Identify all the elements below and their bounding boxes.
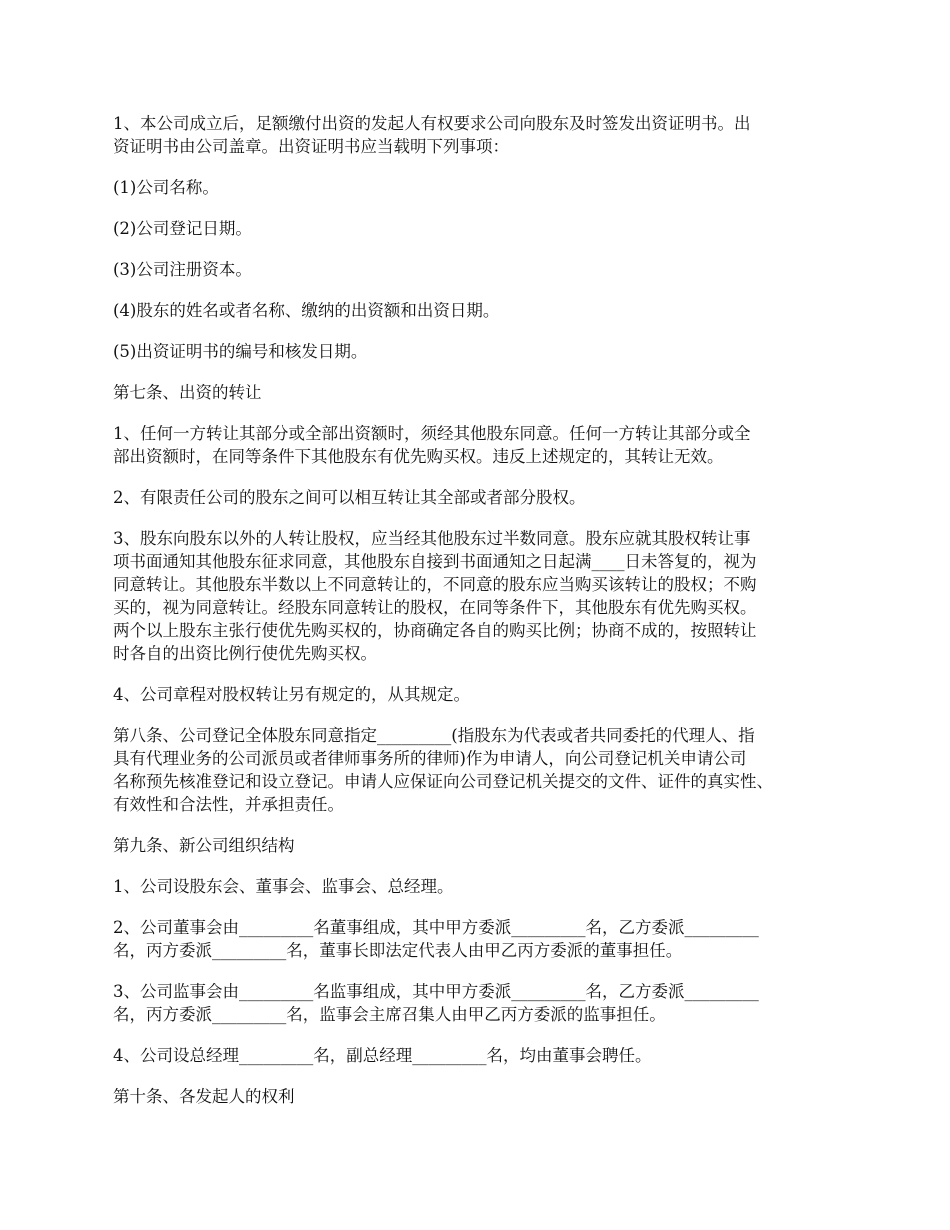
paragraph: [113, 980, 853, 1026]
text-line: 项书面通知其他股东征求同意，其他股东自接到书面通知之日起满____日未答复的，视为: [113, 552, 757, 571]
paragraph: [113, 1085, 853, 1108]
paragraph: [113, 527, 853, 665]
text-line: (1)公司名称。: [113, 178, 219, 197]
paragraph: [113, 834, 853, 857]
text-line: 名称预先核准登记和设立登记。申请人应保证向公司登记机关提交的文件、证件的真实性、: [113, 772, 773, 791]
text-line: 资证明书由公司盖章。出资证明书应当载明下列事项：: [113, 137, 509, 156]
text-line: 买的，视为同意转让。经股东同意转让的股权，在同等条件下，其他股东有优先购买权。: [113, 598, 757, 617]
text-line: 第十条、各发起人的权利: [113, 1087, 295, 1106]
text-line: 部出资额时，在同等条件下其他股东有优先购买权。违反上述规定的，其转让无效。: [113, 447, 724, 466]
paragraph: [113, 1044, 853, 1067]
text-line: (5)出资证明书的编号和核发日期。: [113, 342, 368, 361]
text-line: 1、本公司成立后，足额缴付出资的发起人有权要求公司向股东及时签发出资证明书。出: [113, 114, 751, 133]
paragraph: [113, 340, 853, 363]
paragraph: [113, 683, 853, 706]
paragraph: [113, 176, 853, 199]
paragraph: [113, 299, 853, 322]
paragraph: [113, 486, 853, 509]
text-line: 第八条、公司登记全体股东同意指定_________(指股东为代表或者共同委托的代理人、指: [113, 726, 755, 745]
text-line: 两个以上股东主张行使优先购买权的，协商确定各自的购买比例；协商不成的，按照转让: [113, 621, 757, 640]
text-line: 具有代理业务的公司派员或者律师事务所的律师)作为申请人，向公司登记机关申请公司: [113, 749, 747, 768]
paragraph: [113, 381, 853, 404]
text-line: 3、公司监事会由_________名监事组成，其中甲方委派_________名，乙方委派_________: [113, 982, 759, 1001]
text-line: 4、公司章程对股权转让另有规定的，从其规定。: [113, 685, 470, 704]
paragraph: [113, 724, 853, 816]
text-line: 1、公司设股东会、董事会、监事会、总经理。: [113, 877, 454, 896]
paragraph: [113, 422, 853, 468]
text-line: (4)股东的姓名或者名称、缴纳的出资额和出资日期。: [113, 301, 500, 320]
text-line: (2)公司登记日期。: [113, 219, 252, 238]
text-line: 名，丙方委派_________名，监事会主席召集人由甲乙丙方委派的监事担任。: [113, 1005, 666, 1024]
paragraph: [113, 875, 853, 898]
text-line: 第七条、出资的转让: [113, 383, 262, 402]
text-line: 名，丙方委派_________名，董事长即法定代表人由甲乙丙方委派的董事担任。: [113, 941, 683, 960]
text-line: 同意转让。其他股东半数以上不同意转让的，不同意的股东应当购买该转让的股权；不购: [113, 575, 757, 594]
text-line: 2、有限责任公司的股东之间可以相互转让其全部或者部分股权。: [113, 488, 586, 507]
paragraph: [113, 217, 853, 240]
text-line: 3、股东向股东以外的人转让股权，应当经其他股东过半数同意。股东应就其股权转让事: [113, 529, 751, 548]
text-line: 4、公司设总经理_________名，副总经理_________名，均由董事会聘任。: [113, 1046, 652, 1065]
text-line: (3)公司注册资本。: [113, 260, 252, 279]
paragraph: [113, 916, 853, 962]
document-body: [113, 112, 853, 1126]
paragraph: [113, 258, 853, 281]
text-line: 2、公司董事会由_________名董事组成，其中甲方委派_________名，乙方委派_________: [113, 918, 759, 937]
text-line: 有效性和合法性，并承担责任。: [113, 795, 344, 814]
text-line: 时各自的出资比例行使优先购买权。: [113, 644, 377, 663]
text-line: 第九条、新公司组织结构: [113, 836, 295, 855]
text-line: 1、任何一方转让其部分或全部出资额时，须经其他股东同意。任何一方转让其部分或全: [113, 424, 751, 443]
paragraph: [113, 112, 853, 158]
